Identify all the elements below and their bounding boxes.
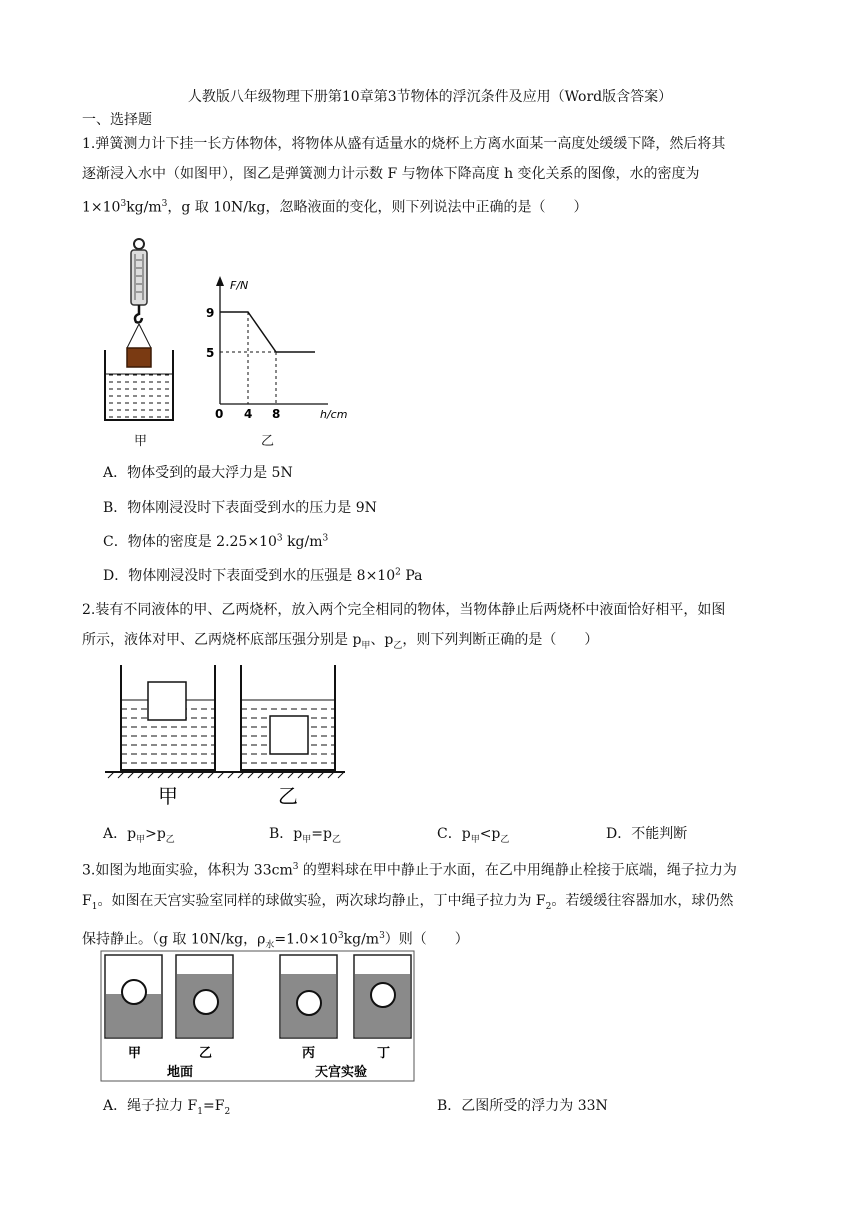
q1-option-a[interactable]: A．物体受到的最大浮力是 5N — [103, 465, 293, 481]
q1-label-yi: 乙 — [261, 434, 275, 449]
q1-figure-jia — [100, 232, 190, 447]
question-1-text — [82, 129, 782, 223]
scale-ring-icon — [134, 239, 144, 249]
y-tick-9: 9 — [206, 306, 215, 320]
q3-line-1: 3.如图为地面实验，体积为 $33cm^3$ 的塑料球在甲中静止于水面，在乙中用绳静止栓接于底端，绳子拉力为 — [82, 862, 737, 879]
x-axis-label: h/cm — [320, 408, 348, 421]
q1-label-jia: 甲 — [134, 434, 148, 449]
ball-jia — [122, 980, 146, 1004]
ball-ding — [371, 983, 395, 1007]
spring-scale-body — [131, 250, 147, 305]
q3-label-jia: 甲 — [128, 1046, 142, 1061]
q1-line-3: $1\times 10^3kg/m^3$，g 取 10N/kg，忽略液面的变化，则下列说法中正确的是（ ） — [82, 199, 588, 216]
q3-option-b[interactable]: B．乙图所受的浮力为 33N — [437, 1098, 608, 1114]
q3-label-yi: 乙 — [199, 1046, 213, 1061]
q1-line-1: 1.弹簧测力计下挂一长方体物体，将物体从盛有适量水的烧杯上方离水面某一高度处缓缓下降，然后将其 — [82, 136, 726, 152]
y-axis-label: F/N — [230, 279, 249, 292]
q1-figure-graph — [200, 272, 370, 422]
block-floating — [148, 682, 186, 720]
x-tick-4: 4 — [244, 407, 253, 421]
q1-option-d[interactable]: D．物体刚浸没时下表面受到水的压强是 $8\times 10^2$ Pa — [103, 567, 423, 584]
q2-line-2: 所示，液体对甲、乙两烧杯底部压强分别是 $p_甲$、$p_乙$，则下列判断正确的是（ ） — [82, 632, 599, 651]
q3-line-3: 保持静止。（g 取 10N/kg，$\rho_水=1.0\times 10^3kg/m^3$）则（ ） — [82, 931, 469, 951]
q1-line-2: 逐渐浸入水中（如图甲），图乙是弹簧测力计示数 F 与物体下降高度 h 变化关系的图像，水的密度为 — [82, 166, 700, 182]
x-tick-8: 8 — [272, 407, 281, 421]
q2-label-jia: 甲 — [158, 784, 178, 808]
scale-hook-icon — [135, 305, 142, 323]
rectangular-block — [127, 348, 151, 367]
q3-group-ground: 地面 — [167, 1065, 194, 1080]
q3-option-a[interactable]: A．绳子拉力 $F_1=F_2$ — [103, 1098, 231, 1117]
section-heading: 一、选择题 — [82, 112, 152, 128]
y-tick-5: 5 — [206, 346, 215, 360]
q2-option-b[interactable]: B．$p_甲=p_乙$ — [269, 826, 341, 845]
q3-group-space: 天宫实验 — [315, 1065, 368, 1080]
q2-option-d[interactable]: D．不能判断 — [606, 826, 688, 842]
q3-label-ding: 丁 — [377, 1046, 391, 1061]
q3-figure-containers — [100, 950, 416, 1083]
question-3-text — [82, 852, 782, 961]
q2-line-1: 2.装有不同液体的甲、乙两烧杯，放入两个完全相同的物体，当物体静止后两烧杯中液面恰好相平，如图 — [82, 602, 726, 618]
question-2-text — [82, 595, 782, 661]
ball-bing — [297, 991, 321, 1015]
ball-yi — [194, 990, 218, 1014]
q2-figure-beakers — [100, 660, 350, 810]
document-title: 人教版八年级物理下册第10章第3节物体的浮沉条件及应用（Word版含答案） — [187, 89, 673, 105]
origin-label: 0 — [215, 407, 224, 421]
q1-option-b[interactable]: B．物体刚浸没时下表面受到水的压力是 9N — [103, 500, 377, 516]
q2-option-a[interactable]: A．$p_甲>p_乙$ — [103, 826, 175, 845]
q2-label-yi: 乙 — [278, 784, 298, 808]
q1-option-c[interactable]: C．物体的密度是 $2.25\times 10^3$ $kg/m^3$ — [103, 533, 329, 550]
q3-label-bing: 丙 — [302, 1046, 316, 1061]
graph-line — [220, 312, 315, 352]
q2-option-c[interactable]: C．$p_甲<p_乙$ — [437, 826, 510, 845]
block-suspended — [270, 716, 308, 754]
q3-line-2: $F_1$。如图在天宫实验室同样的球做实验，两次球均静止，丁中绳子拉力为 $F_2$。若缓缓往容器加水，球仍然 — [82, 892, 734, 912]
